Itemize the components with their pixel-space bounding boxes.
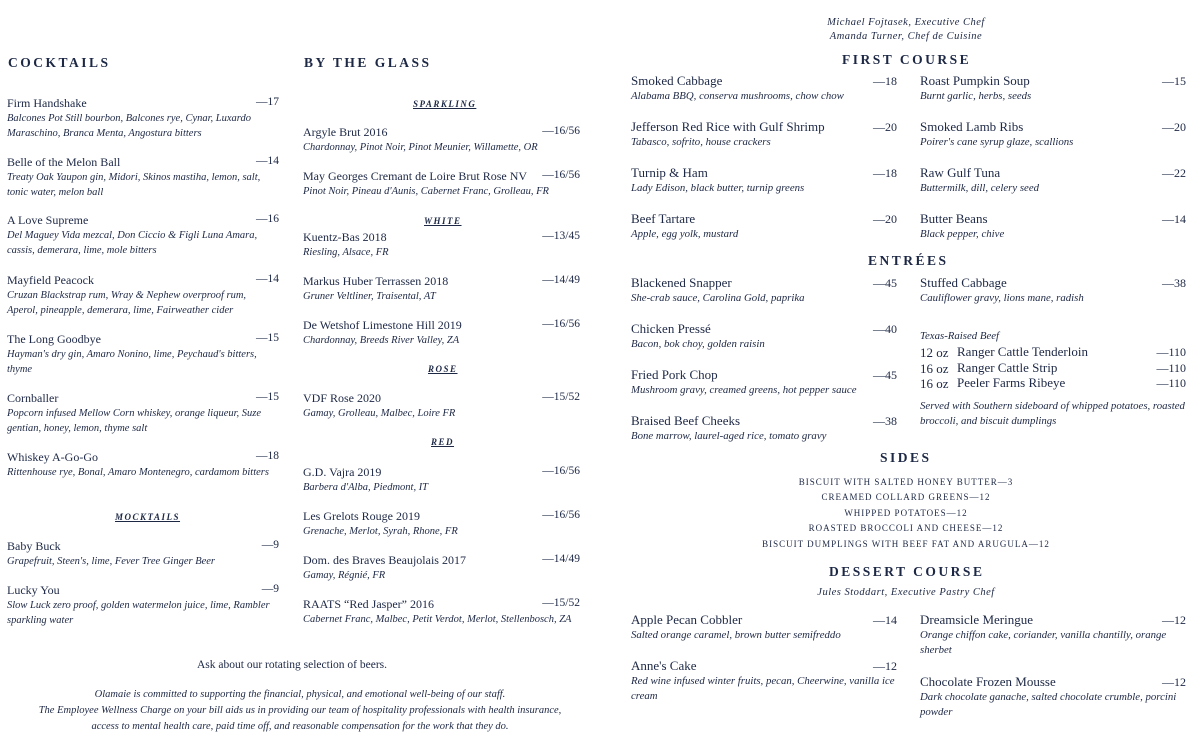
- menu-item: [7, 331, 279, 377]
- wine-name: May Georges Cremant de Loire Brut Rose NV: [303, 169, 528, 183]
- dish-name: Jefferson Red Rice with Gulf Shrimp: [631, 119, 825, 134]
- dish-description: Burnt garlic, herbs, seeds: [920, 90, 1032, 102]
- item-description: Rittenhouse rye, Bonal, Amaro Montenegro, cardamom bitters: [7, 467, 269, 478]
- item-description: Balcones Pot Still bourbon, Balcones rye, Cynar, Luxardo Maraschino, Branca Menta, Angostura bitters: [7, 113, 252, 139]
- dish-description: Poirer's cane syrup glaze, scallions: [920, 136, 1074, 148]
- wine-price: —16/56: [542, 465, 580, 477]
- wine-description: Gamay, Grolleau, Malbec, Loire FR: [303, 408, 456, 419]
- dish-item: [920, 119, 1186, 150]
- menu-item: [7, 582, 279, 628]
- menu-item: [7, 272, 279, 318]
- wine-item: [303, 273, 580, 304]
- side-item: BISCUIT WITH SALTED HONEY BUTTER—3: [798, 477, 1014, 487]
- dessert-name: Anne's Cake: [631, 658, 697, 673]
- menu-item: [7, 154, 279, 200]
- dish-description: Alabama BBQ, conserva mushrooms, chow chow: [631, 90, 844, 102]
- dish-item: [631, 275, 897, 306]
- wine-name: De Wetshof Limestone Hill 2019: [303, 318, 462, 332]
- dish-item: [920, 73, 1186, 104]
- dish-price: —18: [873, 74, 897, 88]
- entrees-heading: ENTRÉES: [868, 253, 949, 268]
- item-description: Treaty Oak Yaupon gin, Midori, Skinos mastiha, lemon, salt, tonic water, melon ball: [7, 172, 261, 198]
- wine-name: RAATS “Red Jasper” 2016: [303, 597, 434, 611]
- beef-size: 16 oz: [920, 361, 949, 376]
- dessert-name: Chocolate Frozen Mousse: [920, 674, 1056, 689]
- menu-item: [7, 449, 279, 480]
- menu-item: [7, 538, 279, 569]
- dessert-price: —14: [873, 613, 897, 627]
- wine-description: Gruner Veltliner, Traisental, AT: [303, 291, 436, 302]
- first-course-heading: FIRST COURSE: [842, 52, 972, 67]
- dish-name: Turnip & Ham: [631, 165, 708, 180]
- wine-item: [303, 229, 580, 260]
- wine-item: [303, 390, 580, 421]
- wine-item: [303, 464, 580, 495]
- item-description: Slow Luck zero proof, golden watermelon juice, lime, Rambler sparkling water: [7, 600, 270, 626]
- beef-size: 16 oz: [920, 376, 949, 391]
- item-description: Hayman's dry gin, Amaro Nonino, lime, Peychaud's bitters, thyme: [7, 349, 257, 375]
- item-price: —9: [261, 583, 279, 595]
- dessert-price: —12: [1162, 613, 1186, 627]
- wine-name: G.D. Vajra 2019: [303, 465, 382, 479]
- cocktails-heading: COCKTAILS: [8, 55, 111, 70]
- dish-description: Apple, egg yolk, mustard: [631, 228, 739, 240]
- beef-heading: Texas-Raised Beef: [920, 330, 1000, 342]
- item-name: Baby Buck: [7, 539, 61, 553]
- wine-item: [303, 124, 580, 155]
- dessert-description: Dark chocolate ganache, salted chocolate crumble, porcini powder: [920, 691, 1177, 718]
- item-price: —17: [256, 96, 279, 108]
- item-price: —14: [256, 273, 279, 285]
- beef-name: Ranger Cattle Tenderloin: [957, 344, 1088, 359]
- beers-note: Ask about our rotating selection of beers.: [196, 659, 388, 671]
- dish-name: Roast Pumpkin Soup: [920, 73, 1030, 88]
- dish-item: [920, 275, 1186, 306]
- beef-name: Peeler Farms Ribeye: [957, 375, 1066, 390]
- beef-note: Served with Southern sideboard of whipped potatoes, roasted broccoli, and biscuit dumplings: [920, 400, 1185, 427]
- dish-description: Bacon, bok choy, golden raisin: [631, 338, 765, 350]
- dish-price: —45: [873, 368, 897, 382]
- item-price: —15: [256, 391, 279, 403]
- item-price: —16: [256, 213, 279, 225]
- dish-description: Buttermilk, dill, celery seed: [920, 182, 1040, 194]
- dish-item: [631, 321, 897, 352]
- dish-name: Stuffed Cabbage: [920, 275, 1007, 290]
- dish-name: Beef Tartare: [631, 211, 696, 226]
- dish-name: Chicken Pressé: [631, 321, 711, 336]
- wine-item: [303, 168, 580, 199]
- item-name: The Long Goodbye: [7, 332, 101, 346]
- dish-name: Fried Pork Chop: [631, 367, 718, 382]
- wine-price: —14/49: [542, 553, 580, 565]
- beef-price: —110: [1156, 361, 1186, 375]
- item-name: Belle of the Melon Ball: [7, 155, 121, 169]
- dessert-description: Red wine infused winter fruits, pecan, Cheerwine, vanilla ice cream: [631, 675, 895, 702]
- dish-price: —22: [1162, 166, 1186, 180]
- item-description: Cruzan Blackstrap rum, Wray & Nephew overproof rum, Aperol, pineapple, demerara, lime, Fairweather cider: [7, 290, 247, 316]
- wine-price: —15/52: [542, 391, 580, 403]
- mocktails-heading: MOCKTAILS: [115, 512, 181, 522]
- pastry-chef: Jules Stoddart, Executive Pastry Chef: [817, 587, 995, 598]
- menu-item: [7, 95, 279, 141]
- dish-price: —14: [1162, 212, 1186, 226]
- wine-item: [303, 317, 580, 348]
- item-description: Popcorn infused Mellow Corn whiskey, orange liqueur, Suze gentian, honey, lemon, thyme salt: [7, 408, 262, 434]
- dish-item: [631, 119, 897, 150]
- dish-price: —38: [1162, 276, 1186, 290]
- dish-price: —20: [873, 212, 897, 226]
- executive-chef: Michael Fojtasek, Executive Chef: [827, 17, 985, 28]
- dessert-name: Apple Pecan Cobbler: [631, 612, 743, 627]
- white-heading: WHITE: [424, 216, 462, 226]
- dish-item: [920, 211, 1186, 242]
- wellness-line: Olamaie is committed to supporting the financial, physical, and emotional well-being of our staff.: [94, 689, 506, 700]
- item-price: —15: [256, 332, 279, 344]
- dish-price: —40: [873, 322, 897, 336]
- item-price: —14: [256, 155, 279, 167]
- item-name: Firm Handshake: [7, 96, 87, 110]
- side-item: ROASTED BROCCOLI AND CHEESE—12: [808, 523, 1004, 533]
- wine-price: —13/45: [542, 230, 580, 242]
- dish-item: [631, 211, 897, 242]
- beef-price: —110: [1156, 376, 1186, 390]
- dish-price: —20: [1162, 120, 1186, 134]
- wine-description: Grenache, Merlot, Syrah, Rhone, FR: [303, 526, 458, 537]
- item-price: —18: [256, 450, 279, 462]
- dessert-item: [631, 612, 897, 643]
- wine-price: —16/56: [542, 125, 580, 137]
- dish-description: Tabasco, sofrito, house crackers: [631, 136, 771, 148]
- menu-item: [7, 212, 279, 258]
- item-price: —9: [261, 539, 279, 551]
- wine-item: [303, 596, 580, 627]
- dessert-item: [920, 674, 1186, 720]
- wine-name: Les Grelots Rouge 2019: [303, 509, 420, 523]
- dish-price: —38: [873, 414, 897, 428]
- dessert-item: [920, 612, 1186, 658]
- side-item: BISCUIT DUMPLINGS WITH BEEF FAT AND ARUGULA—12: [762, 539, 1050, 549]
- dish-name: Smoked Cabbage: [631, 73, 723, 88]
- chef-de-cuisine: Amanda Turner, Chef de Cuisine: [829, 31, 983, 42]
- wine-price: —16/56: [542, 169, 580, 181]
- item-description: Grapefruit, Steen's, lime, Fever Tree Ginger Beer: [7, 556, 216, 567]
- side-item: WHIPPED POTATOES—12: [844, 508, 968, 518]
- dish-description: Cauliflower gravy, lions mane, radish: [920, 292, 1084, 304]
- wine-item: [303, 508, 580, 539]
- wine-name: VDF Rose 2020: [303, 391, 382, 405]
- dish-description: Lady Edison, black butter, turnip greens: [631, 182, 805, 194]
- dish-name: Butter Beans: [920, 211, 988, 226]
- wine-price: —14/49: [542, 274, 580, 286]
- dish-description: Black pepper, chive: [920, 228, 1005, 240]
- wine-description: Pinot Noir, Pineau d'Aunis, Cabernet Franc, Grolleau, FR: [303, 186, 549, 197]
- beef-size: 12 oz: [920, 345, 949, 360]
- wine-price: —16/56: [542, 509, 580, 521]
- item-name: A Love Supreme: [7, 213, 89, 227]
- beef-name: Ranger Cattle Strip: [957, 360, 1058, 375]
- dish-item: [631, 73, 897, 104]
- item-description: Del Maguey Vida mezcal, Don Ciccio & Figli Luna Amara, cassis, demerara, lime, mole bitters: [7, 230, 258, 256]
- wine-name: Markus Huber Terrassen 2018: [303, 274, 449, 288]
- wine-price: —15/52: [542, 597, 580, 609]
- wine-name: Dom. des Braves Beaujolais 2017: [303, 553, 466, 567]
- menu-item: [7, 390, 279, 436]
- by-the-glass-heading: BY THE GLASS: [304, 55, 432, 70]
- dish-description: Bone marrow, laurel-aged rice, tomato gravy: [631, 430, 827, 442]
- dish-price: —45: [873, 276, 897, 290]
- dessert-heading: DESSERT COURSE: [829, 564, 985, 579]
- item-name: Whiskey A-Go-Go: [7, 450, 98, 464]
- wine-name: Kuentz-Bas 2018: [303, 230, 387, 244]
- dish-name: Blackened Snapper: [631, 275, 732, 290]
- sides-heading: SIDES: [880, 450, 932, 465]
- dish-item: [631, 165, 897, 196]
- dish-description: Mushroom gravy, creamed greens, hot pepper sauce: [631, 384, 857, 396]
- item-name: Lucky You: [7, 583, 60, 597]
- dish-name: Raw Gulf Tuna: [920, 165, 1001, 180]
- wine-price: —16/56: [542, 318, 580, 330]
- wine-description: Chardonnay, Pinot Noir, Pinot Meunier, Willamette, OR: [303, 142, 538, 153]
- dish-price: —18: [873, 166, 897, 180]
- wine-description: Gamay, Régnié, FR: [303, 570, 386, 581]
- sparkling-heading: SPARKLING: [413, 99, 477, 109]
- wine-description: Cabernet Franc, Malbec, Petit Verdot, Merlot, Stellenbosch, ZA: [303, 614, 572, 625]
- wine-description: Chardonnay, Breeds River Valley, ZA: [303, 335, 460, 346]
- dessert-name: Dreamsicle Meringue: [920, 612, 1033, 627]
- dessert-description: Orange chiffon cake, coriander, vanilla chantilly, orange sherbet: [920, 629, 1167, 656]
- wine-description: Riesling, Alsace, FR: [303, 247, 389, 258]
- dessert-price: —12: [873, 659, 897, 673]
- wine-description: Barbera d'Alba, Piedmont, IT: [303, 482, 429, 493]
- wellness-line: access to mental health care, paid time off, and reasonable compensation for the work that they do.: [91, 721, 509, 732]
- dish-item: [631, 413, 897, 444]
- dish-item: [631, 367, 897, 398]
- dessert-description: Salted orange caramel, brown butter semifreddo: [631, 629, 841, 641]
- beef-row: [920, 375, 1186, 393]
- item-name: Cornballer: [7, 391, 59, 405]
- rose-heading: ROSE: [428, 364, 458, 374]
- dish-item: [920, 165, 1186, 196]
- wine-name: Argyle Brut 2016: [303, 125, 388, 139]
- dish-name: Smoked Lamb Ribs: [920, 119, 1024, 134]
- dish-price: —20: [873, 120, 897, 134]
- item-name: Mayfield Peacock: [7, 273, 94, 287]
- dish-price: —15: [1162, 74, 1186, 88]
- red-heading: RED: [431, 437, 455, 447]
- dessert-item: [631, 658, 897, 704]
- dessert-price: —12: [1162, 675, 1186, 689]
- beef-price: —110: [1156, 345, 1186, 359]
- wellness-line: The Employee Wellness Charge on your bill aids us in providing our team of hospitality professionals with health insurance,: [38, 705, 562, 716]
- side-item: CREAMED COLLARD GREENS—12: [821, 492, 991, 502]
- dish-name: Braised Beef Cheeks: [631, 413, 741, 428]
- wine-item: [303, 552, 580, 583]
- dish-description: She-crab sauce, Carolina Gold, paprika: [631, 292, 805, 304]
